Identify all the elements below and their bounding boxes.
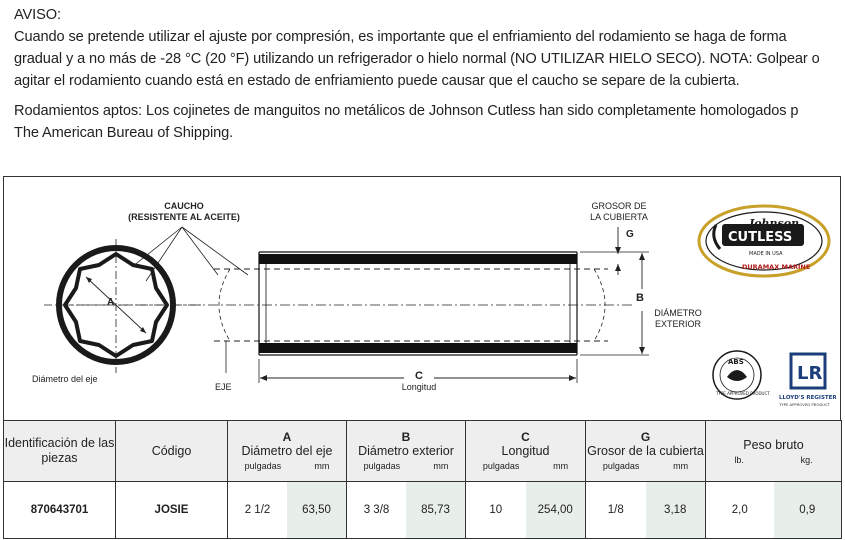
length-label: Longitud <box>401 382 437 392</box>
cell-a: 2 1/2 63,50 <box>228 482 347 539</box>
notice-heading: AVISO: <box>14 7 61 23</box>
notice-line: agitar el rodamiento cuando está en estado de enfriamiento puede causar que el caucho se separe de la cubierta. <box>14 73 740 89</box>
cell-weight: 2,0 0,9 <box>706 482 842 539</box>
lr-sub: TYPE APPROVED PRODUCT <box>779 402 830 407</box>
notice-line: gradual y a no más de -28 °C (20 °F) utilizando un refrigerador o hielo normal (NO UTILIZAR HIELO SECO). NOTA: Golpear o <box>14 51 820 67</box>
logo-made: MADE IN USA <box>749 251 783 257</box>
table-header-row <box>4 421 842 482</box>
logo-johnson: Johnson <box>749 217 800 230</box>
notice-text <box>14 4 845 144</box>
notice-line: Cuando se pretende utilizar el ajuste por compresión, es importante que el enfriamiento del rodamiento se haga de forma <box>14 29 787 45</box>
cell-c: 10 254,00 <box>466 482 586 539</box>
dimension-a-label: A <box>107 297 115 308</box>
header-part-id: Identificación de las piezas <box>4 421 116 482</box>
approval-line: The American Bureau of Shipping. <box>14 125 234 141</box>
dimension-g-label: G <box>626 229 634 240</box>
approval-line: Rodamientos aptos: Los cojinetes de manguitos no metálicos de Johnson Cutless han sido completamente homologados p <box>14 103 799 119</box>
shaft-label: EJE <box>215 382 232 392</box>
shell-thickness-label: GROSOR DE LA CUBIERTA <box>590 201 648 222</box>
header-b: B Diámetro exterior pulgadas mm <box>347 421 466 482</box>
cell-b: 3 3/8 85,73 <box>347 482 466 539</box>
bottom-rubber <box>259 343 577 353</box>
cell-part-id: 870643701 <box>4 482 116 539</box>
lr-letters: LR <box>797 363 823 384</box>
header-a: A Diámetro del eje pulgadas mm <box>228 421 347 482</box>
logo-duramax: DURAMAX MARINE <box>742 263 811 271</box>
abs-text: ABS <box>728 358 744 366</box>
header-g: G Grosor de la cubierta pulgadas mm <box>586 421 706 482</box>
lr-title: LLOYD'S REGISTER <box>779 395 837 401</box>
spec-table <box>3 420 842 539</box>
rubber-label: CAUCHO (RESISTENTE AL ACEITE) <box>128 201 240 222</box>
cell-g: 1/8 3,18 <box>586 482 706 539</box>
outer-diameter-label: DIÁMETRO EXTERIOR <box>654 308 702 329</box>
abs-ring: TYPE APPROVED PRODUCT <box>716 391 770 396</box>
cell-code: JOSIE <box>116 482 228 539</box>
dimension-c-label: C <box>415 370 423 382</box>
logo-cutless: CUTLESS <box>728 230 793 245</box>
dimension-b-label: B <box>636 292 644 304</box>
shaft-diameter-label: Diámetro del eje <box>32 374 98 384</box>
top-rubber <box>259 254 577 264</box>
header-code: Código <box>116 421 228 482</box>
table-row <box>4 482 842 539</box>
header-weight: Peso bruto lb. kg. <box>706 421 842 482</box>
bearing-diagram <box>3 176 841 420</box>
header-c: C Longitud pulgadas mm <box>466 421 586 482</box>
